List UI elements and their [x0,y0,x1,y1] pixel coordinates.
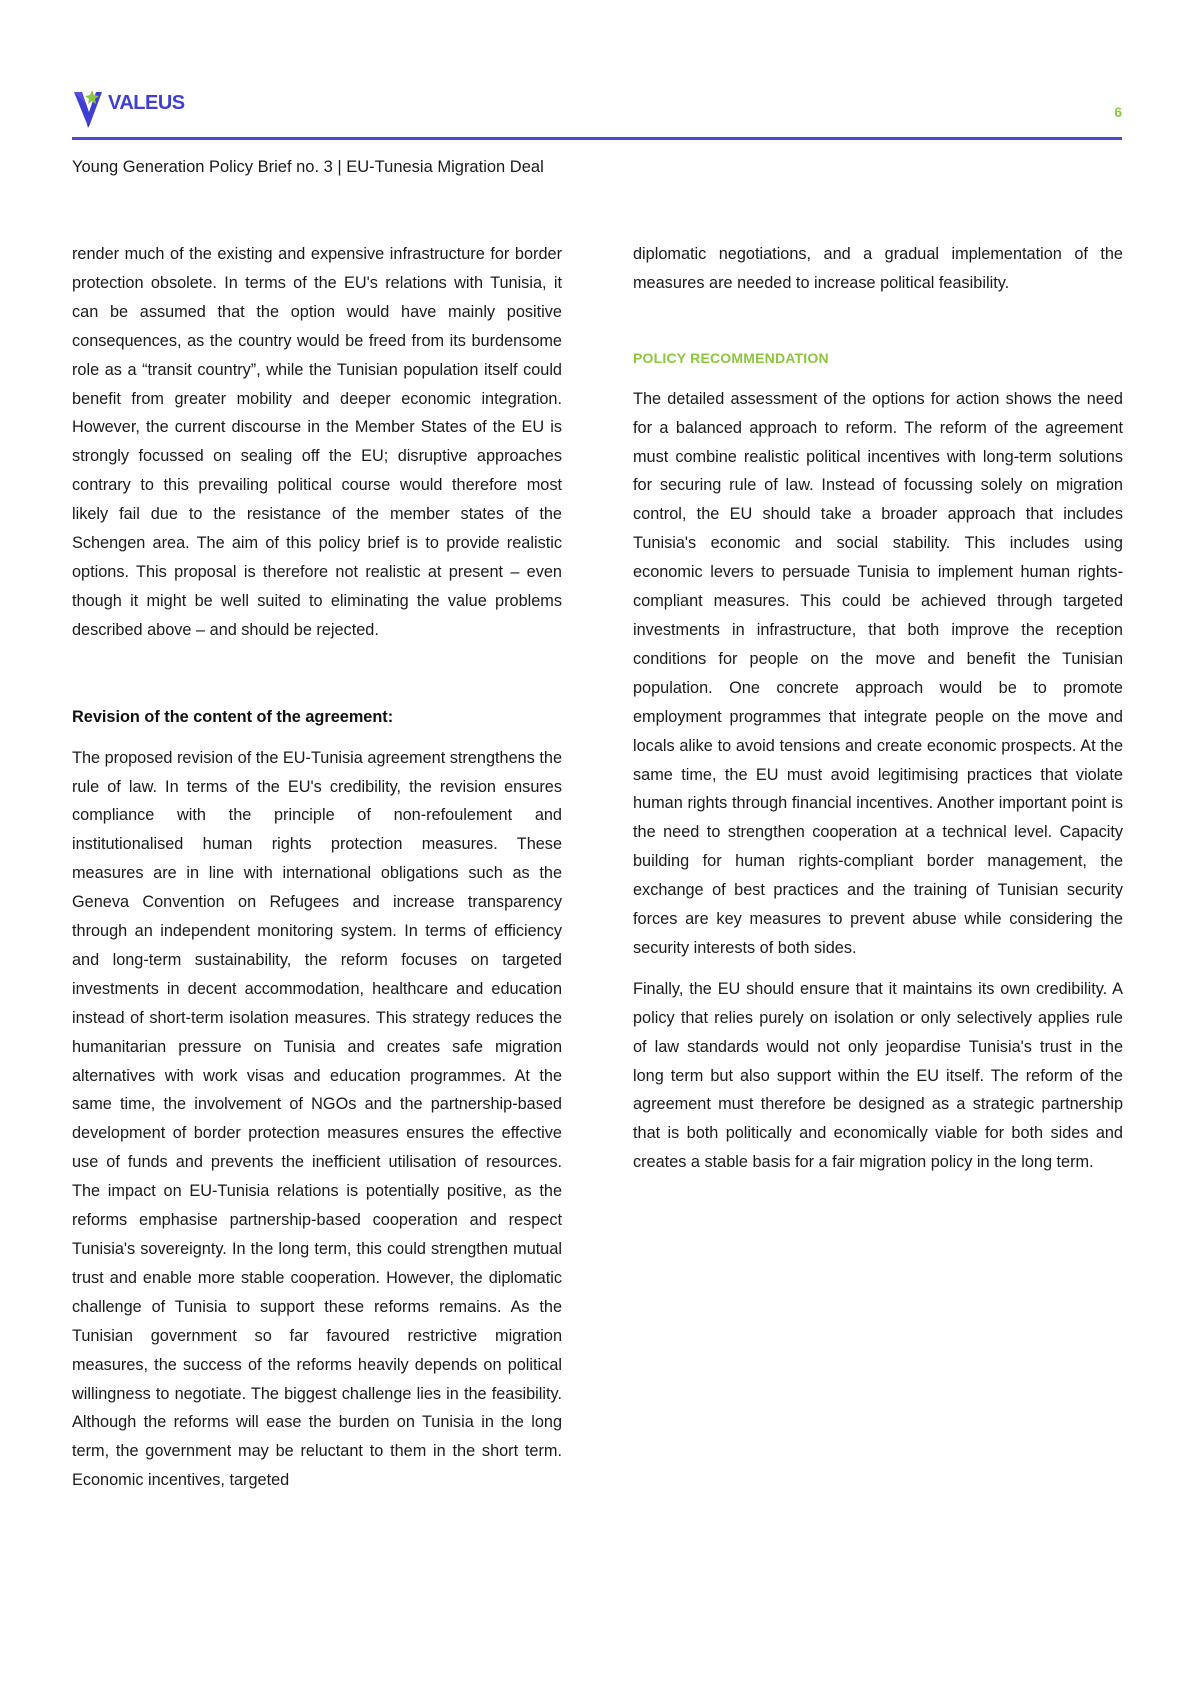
spacer [72,657,562,703]
page-header [72,84,1122,144]
header-divider [72,137,1122,140]
document-subtitle: Young Generation Policy Brief no. 3 | EU-Tunesia Migration Deal [72,158,544,176]
left-paragraph-2: The proposed revision of the EU-Tunisia agreement strengthens the rule of law. In terms of the EU's credibility, the revision ensures compliance with the principle of non-refoulement and institutionalised human rights protection measures. These measures are in line with international obligations such as the Geneva Convention on Refugees and increase transparency through an independent monitoring system. In terms of efficiency and long-term sustainability, the reform focuses on targeted investments in decent accommodation, healthcare and education instead of short-term isolation measures. This strategy reduces the humanitarian pressure on Tunisia and creates safe migration alternatives with work visas and education programmes. At the same time, the involvement of NGOs and the partnership-based development of border protection measures ensures the effective use of funds and prevents the inefficient utilisation of resources. The impact on EU-Tunisia relations is potentially positive, as the reforms emphasise partnership-based cooperation and respect Tunisia's sovereignty. In the long term, this could strengthen mutual trust and enable more stable cooperation. However, the diplomatic challenge of Tunisia to support these reforms remains. As the Tunisian government so far favoured restrictive migration measures, the success of the reforms heavily depends on political willingness to negotiate. The biggest challenge lies in the feasibility. Although the reforms will ease the burden on Tunisia in the long term, the government may be reluctant to them in the short term. Economic incentives, targeted [72,748,562,1490]
left-column [72,240,562,1507]
page-number: 6 [1114,104,1122,120]
valeus-logo-icon [72,84,106,128]
section-heading-policy-recommendation: POLICY RECOMMENDATION [633,349,829,366]
section-heading-revision: Revision of the content of the agreement: [72,707,394,726]
right-column [633,240,1123,1189]
valeus-logo [72,84,185,128]
logo-wordmark-eus: EUS [145,91,185,114]
right-paragraph-3: Finally, the EU should ensure that it maintains its own credibility. A policy that relies purely on isolation or only selectively applies rule of law standards would not only jeopardise Tunisia's trust in the long term but also support within the EU itself. The reform of the agreement must therefore be designed as a strategic partnership that is both politically and economically viable for both sides and creates a stable basis for a fair migration policy in the long term. [633,979,1123,1172]
left-paragraph-1: render much of the existing and expensive infrastructure for border protection obsolete. In terms of the EU's relations with Tunisia, it can be assumed that the option would have mainly positive consequences, as the country would be freed from its burdensome role as a “transit country”, while the Tunisian population itself could benefit from greater mobility and deeper economic integration. However, the current discourse in the Member States of the EU is strongly focussed on sealing off the EU; disruptive approaches contrary to this prevailing political course would therefore most likely fail due to the resistance of the member states of the Schengen area. The aim of this policy brief is to provide realistic options. This proposal is therefore not realistic at present – even though it might be well suited to eliminating the value problems described above – and should be rejected. [72,245,562,639]
spacer [633,310,1123,344]
right-paragraph-1: diplomatic negotiations, and a gradual implementation of the measures are needed to increase political feasibility. [633,245,1123,292]
logo-wordmark-val: VAL [108,91,146,114]
right-paragraph-2: The detailed assessment of the options for action shows the need for a balanced approach to reform. The reform of the agreement must combine realistic political incentives with long-term solutions for securing rule of law. Instead of focussing solely on migration control, the EU should take a broader approach that includes Tunisia's economic and social stability. This includes using economic levers to persuade Tunisia to implement human rights-compliant measures. This could be achieved through targeted investments in infrastructure, that both improve the reception conditions for people on the move and benefit the Tunisian population. One concrete approach would be to promote employment programmes that integrate people on the move and locals alike to avoid tensions and create economic prospects. At the same time, the EU must avoid legitimising practices that violate human rights through financial incentives. Another important point is the need to strengthen cooperation at a technical level. Capacity building for human rights-compliant border management, the exchange of best practices and the training of Tunisian security forces are key measures to prevent abuse while considering the security interests of both sides. [633,389,1123,957]
logo-wordmark [108,92,185,115]
